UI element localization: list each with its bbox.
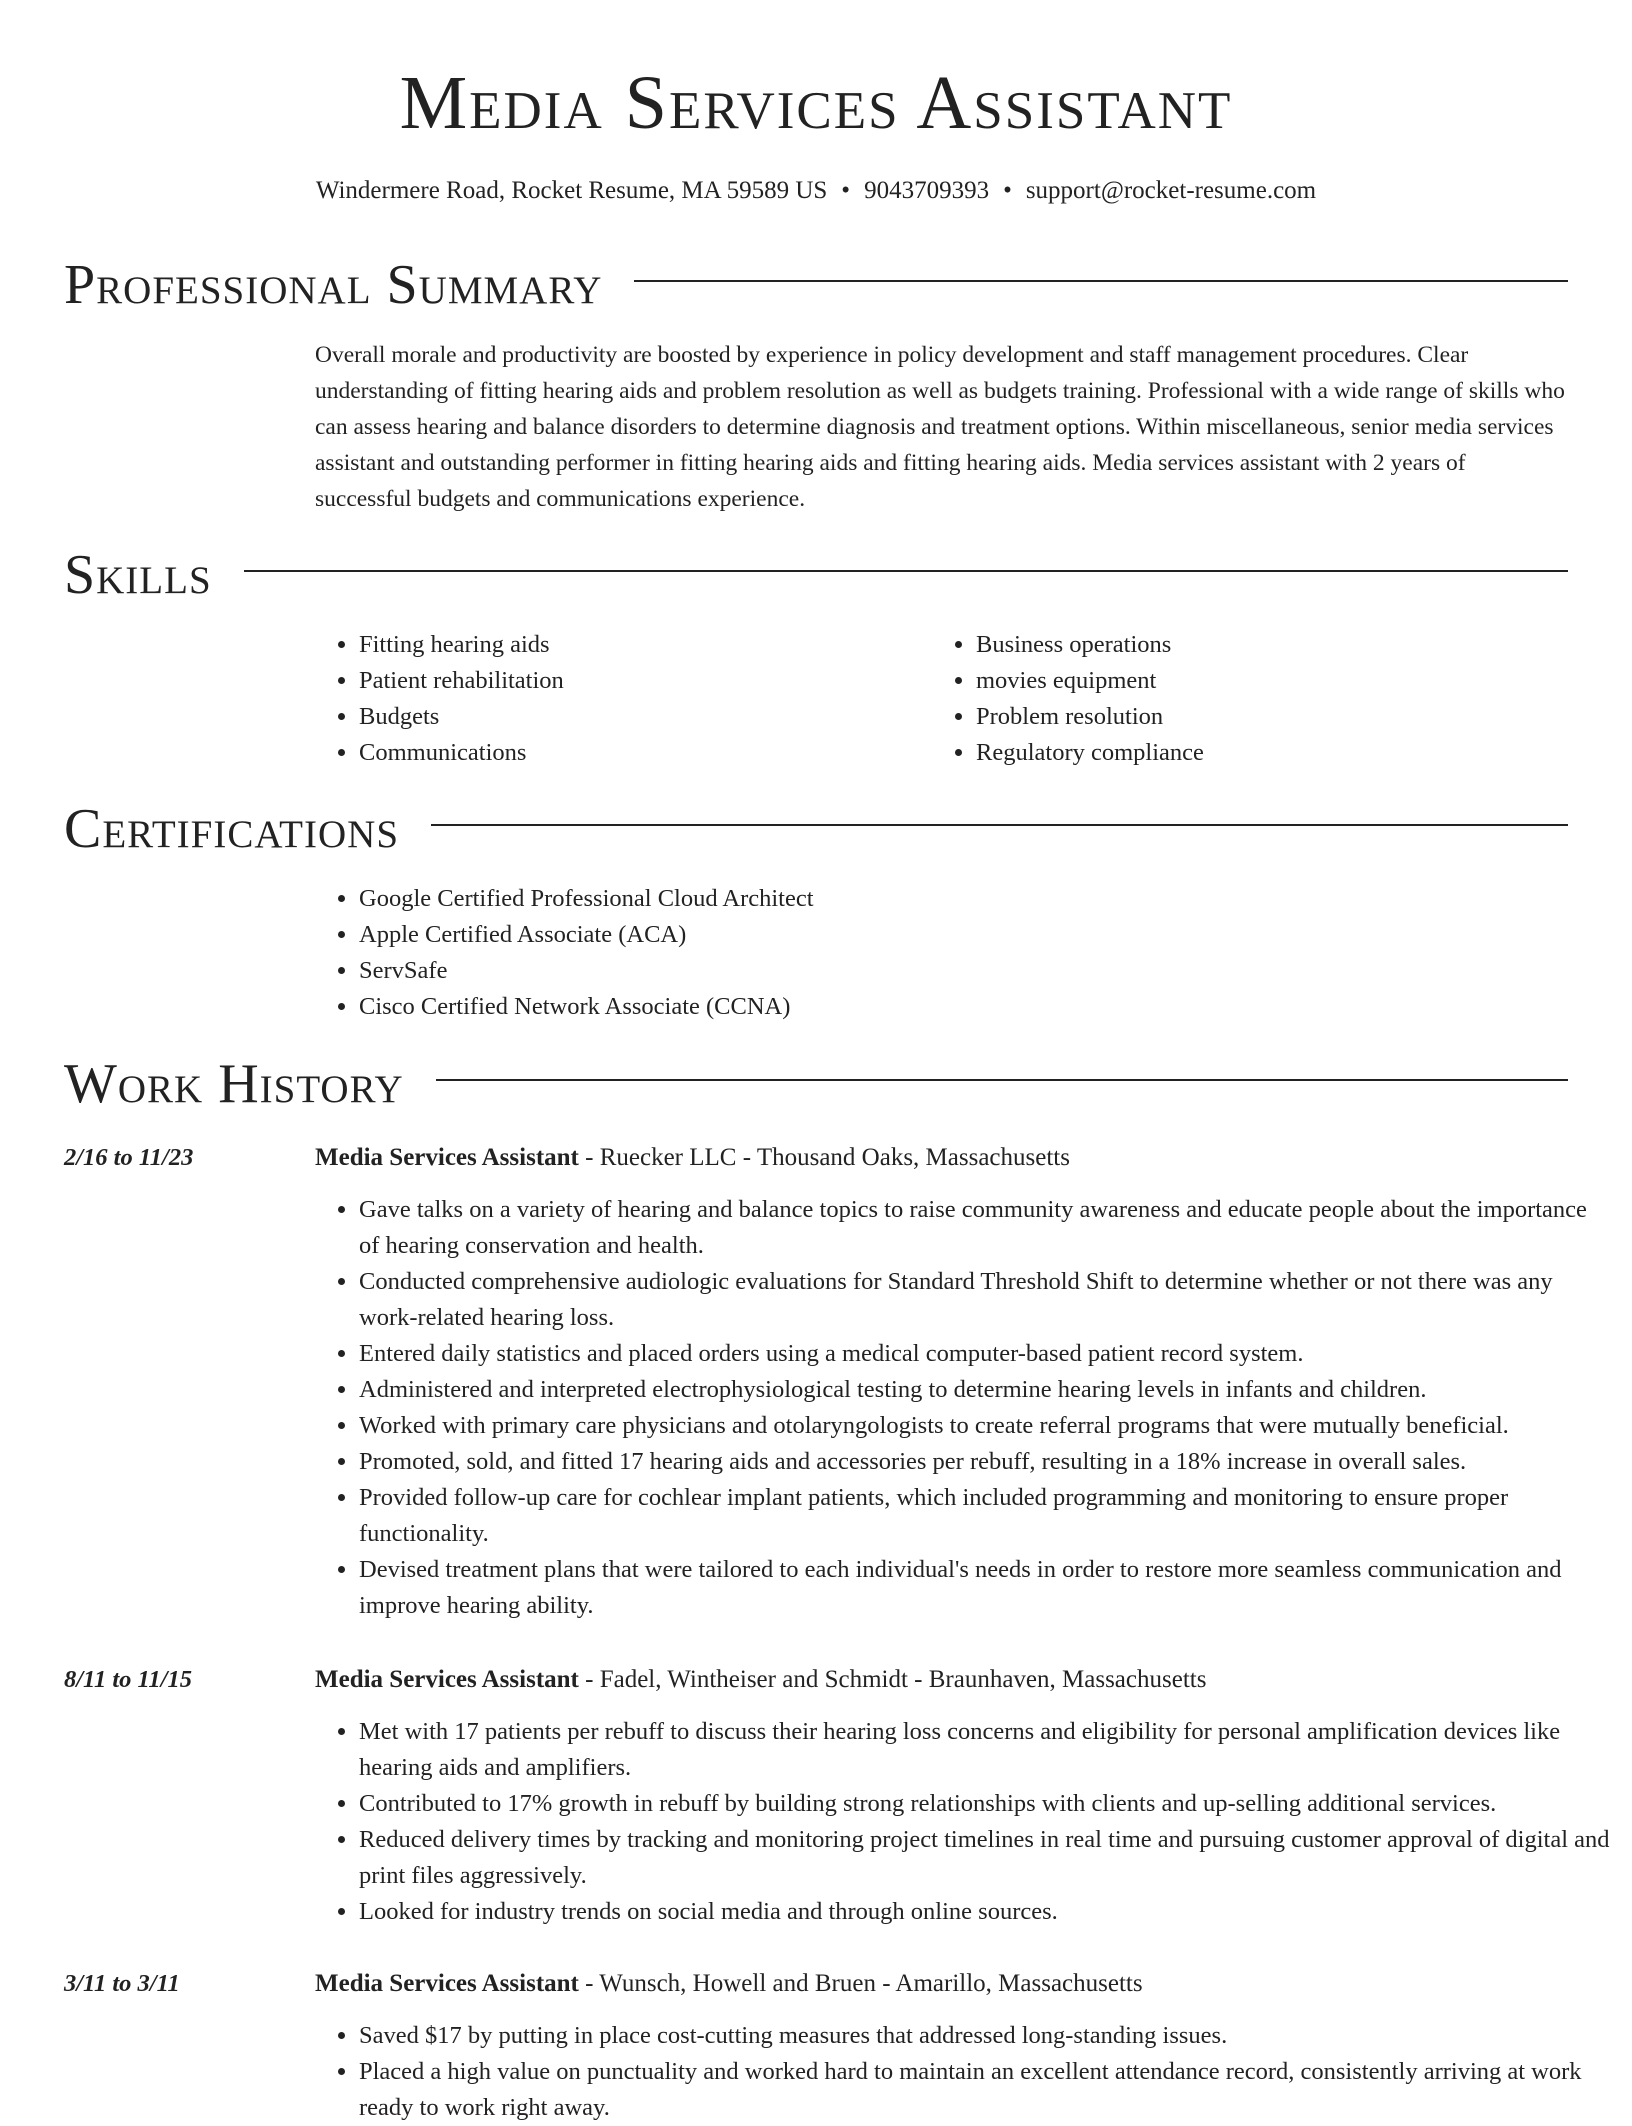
skill-item: • movies equipment (976, 663, 1576, 699)
skills-section-title: Skills (64, 544, 212, 606)
job-bullet: • Administered and interpreted electrophysiological testing to determine hearing levels in infants and children. (359, 1372, 1612, 1408)
section-divider (436, 1079, 1568, 1081)
work-section-header (64, 1051, 1568, 1117)
contact-email: support@rocket-resume.com (1025, 177, 1317, 204)
certification-item: • Google Certified Professional Cloud Architect (359, 881, 1612, 917)
job-title: Media Services Assistant (315, 1970, 579, 1997)
job-bullet: • Worked with primary care physicians and otolaryngologists to create referral programs that were mutually beneficial. (359, 1408, 1612, 1444)
job-bullet: • Gave talks on a variety of hearing and balance topics to raise community awareness and educate people about the importance of hearing conservation and health. (359, 1192, 1612, 1264)
certifications-list (315, 881, 1612, 1025)
skill-item: • Fitting hearing aids (359, 627, 959, 663)
job-bullet: • Contributed to 17% growth in rebuff by building strong relationships with clients and up-selling additional services. (359, 1786, 1612, 1822)
job-title: Media Services Assistant (315, 1144, 579, 1171)
job-bullet: • Conducted comprehensive audiologic evaluations for Standard Threshold Shift to determine whether or not there was any work-related hearing loss. (359, 1264, 1612, 1336)
job-bullet: • Met with 17 patients per rebuff to discuss their hearing loss concerns and eligibility for personal amplification devices like hearing aids and amplifiers. (359, 1714, 1612, 1786)
section-divider (431, 824, 1568, 826)
work-section-title: Work History (64, 1053, 404, 1115)
skills-list-left (315, 627, 959, 771)
job-heading (315, 1966, 1568, 2002)
job-bullet: • Looked for industry trends on social media and through online sources. (359, 1894, 1612, 1930)
skill-item: • Budgets (359, 699, 959, 735)
contact-line (0, 175, 1632, 207)
certification-item: • Cisco Certified Network Associate (CCNA) (359, 989, 1612, 1025)
job-bullet-list (315, 2018, 1612, 2126)
job-heading (315, 1662, 1568, 1698)
job-bullet: • Reduced delivery times by tracking and monitoring project timelines in real time and pursuing customer approval of digital and print files aggressively. (359, 1822, 1612, 1894)
skill-item: • Communications (359, 735, 959, 771)
contact-phone: 9043709393 (864, 177, 990, 204)
job-employer-location: - Fadel, Wintheiser and Schmidt - Braunhaven, Massachusetts (578, 1666, 1207, 1693)
job-employer-location: - Wunsch, Howell and Bruen - Amarillo, Massachusetts (578, 1970, 1143, 1997)
section-divider (634, 280, 1568, 282)
summary-section-title: Professional Summary (64, 254, 603, 316)
job-bullet-list (315, 1714, 1612, 1930)
contact-address: Windermere Road, Rocket Resume, MA 59589 US (315, 177, 828, 204)
certifications-section-header (64, 796, 1568, 862)
summary-text: Overall morale and productivity are boosted by experience in policy development and staff management procedures. Clear understanding of fitting hearing aids and problem resolution as well as budgets training. Professional with a wide range of skills who can assess hearing and balance disorders to determine diagnosis and treatment options. Within miscellaneous, senior media services assistant and outstanding performer in fitting hearing aids and fitting hearing aids. Media services assistant with 2 years of successful budgets and communications experience. (315, 342, 1565, 512)
job-bullet: • Promoted, sold, and fitted 17 hearing aids and accessories per rebuff, resulting in a 18% increase in overall sales. (359, 1444, 1612, 1480)
certifications-section-title: Certifications (64, 798, 400, 860)
skill-item: • Business operations (976, 627, 1576, 663)
section-divider (244, 570, 1568, 572)
certification-item: • Apple Certified Associate (ACA) (359, 917, 1612, 953)
contact-separator: • (1003, 177, 1012, 204)
job-dates: 2/16 to 11/23 (64, 1144, 194, 1171)
job-bullet: • Devised treatment plans that were tailored to each individual's needs in order to restore more seamless communication and improve hearing ability. (359, 1552, 1612, 1624)
skill-item: • Problem resolution (976, 699, 1576, 735)
job-employer-location: - Ruecker LLC - Thousand Oaks, Massachusetts (578, 1144, 1070, 1171)
job-heading (315, 1140, 1568, 1176)
skill-item: • Regulatory compliance (976, 735, 1576, 771)
job-dates: 8/11 to 11/15 (64, 1666, 192, 1693)
job-bullet: • Entered daily statistics and placed orders using a medical computer-based patient record system. (359, 1336, 1612, 1372)
job-bullet: • Placed a high value on punctuality and worked hard to maintain an excellent attendance record, consistently arriving at work ready to work right away. (359, 2054, 1612, 2126)
job-bullet: • Provided follow-up care for cochlear implant patients, which included programming and monitoring to ensure proper functionality. (359, 1480, 1612, 1552)
job-bullet-list (315, 1192, 1612, 1624)
job-bullet: • Saved $17 by putting in place cost-cutting measures that addressed long-standing issues. (359, 2018, 1612, 2054)
resume-name: Media Services Assistant (399, 61, 1233, 145)
job-dates: 3/11 to 3/11 (64, 1970, 180, 1997)
summary-section-header (64, 252, 1568, 318)
skills-section-header (64, 542, 1568, 608)
job-title: Media Services Assistant (315, 1666, 579, 1693)
skills-list-right (932, 627, 1576, 771)
contact-separator: • (841, 177, 851, 204)
skill-item: • Patient rehabilitation (359, 663, 959, 699)
certification-item: • ServSafe (359, 953, 1612, 989)
